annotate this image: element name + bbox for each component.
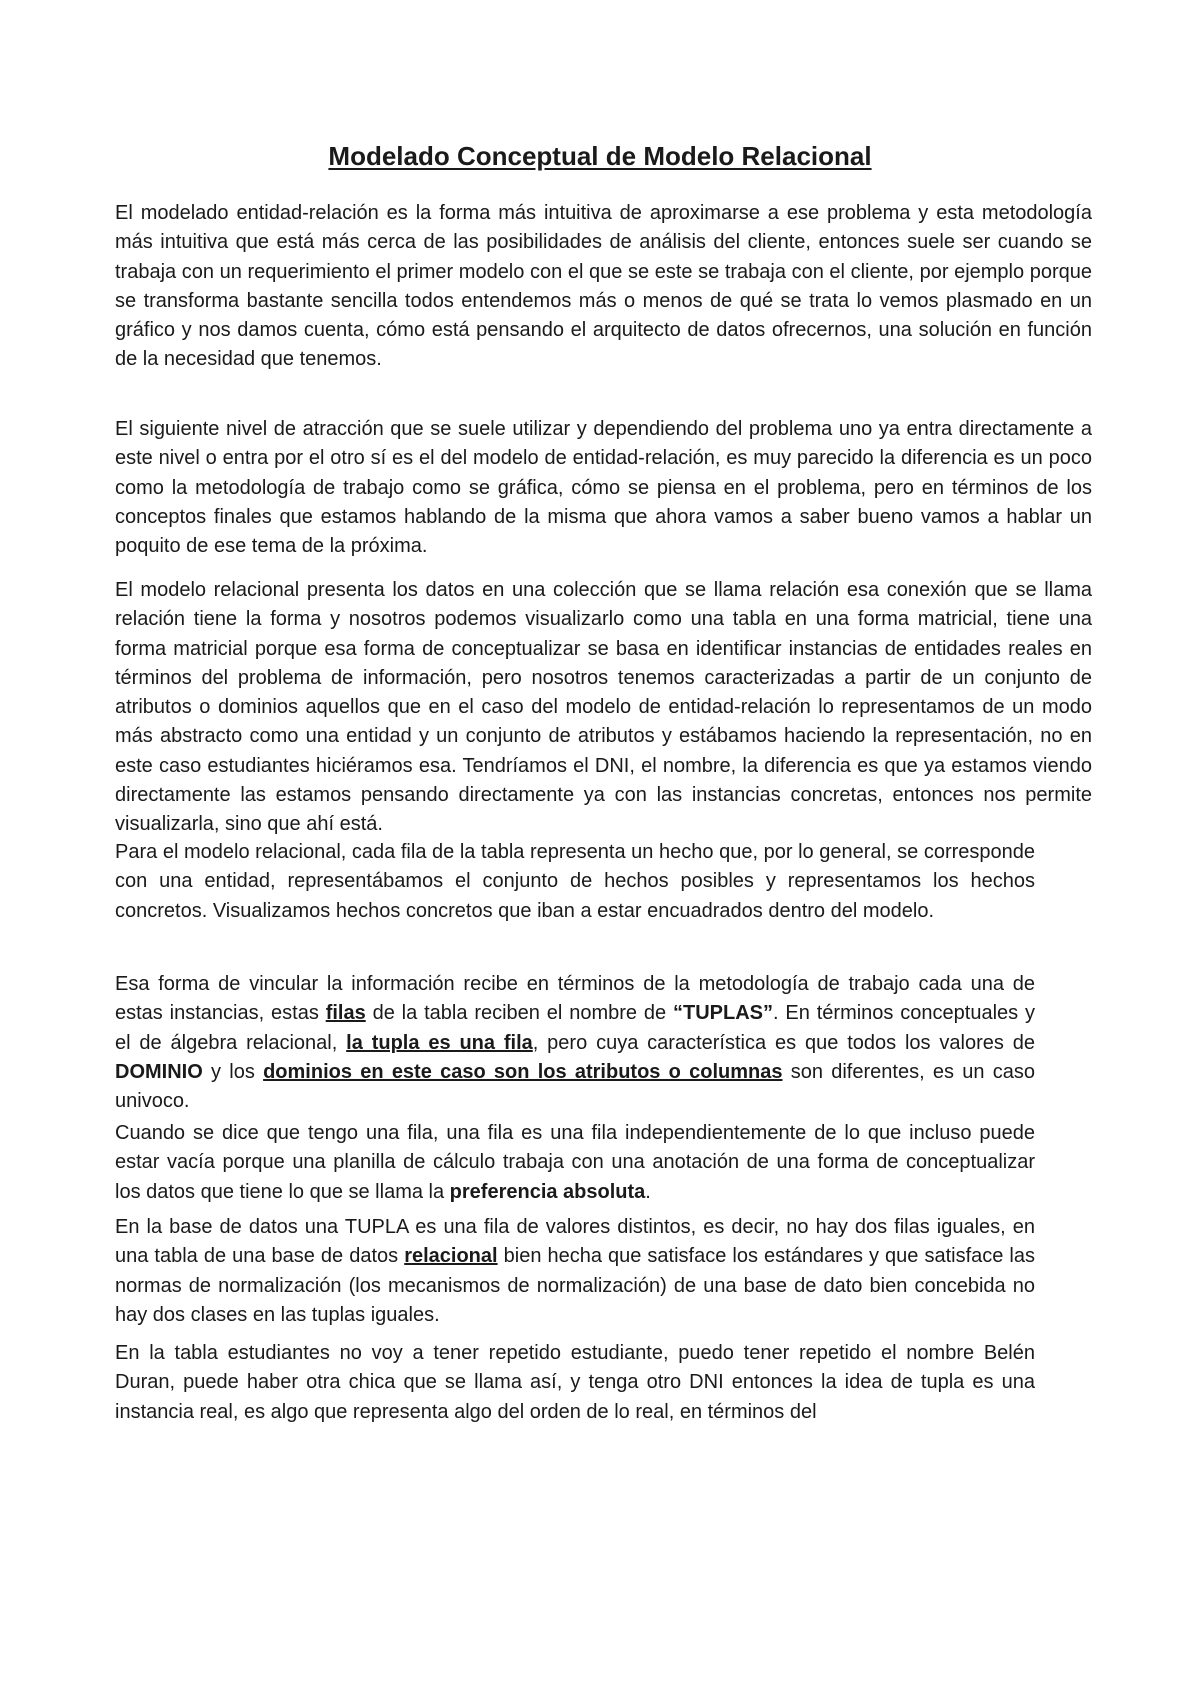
p5-text-5: y los xyxy=(202,1060,264,1083)
paragraph-2: El siguiente nivel de atracción que se suele utilizar y dependiendo del problema uno ya entra directamente a este nivel o entra por el otro sí es el del modelo de entidad-relación, es muy parecido la diferencia es un poco como la metodología de trabajo como se gráfica, cómo se piensa en el problema, pero en términos de los conceptos finales que estamos hablando de la misma que ahora vamos a saber bueno vamos a hablar un poquito de ese tema de la próxima. xyxy=(115,418,1092,558)
preferencia-term: preferencia absoluta xyxy=(449,1180,646,1203)
relacional-term: relacional xyxy=(404,1245,498,1268)
p7-text-1: En la base de datos una TUPLA es una fila de valores distintos, es decir, no hay dos filas iguales, en una tabla de una base de datos xyxy=(115,1216,1035,1268)
p5-text-1: Esa forma de vincular la información recibe en términos de la metodología de trabajo cada una de estas instancias, estas xyxy=(115,973,1035,1025)
paragraph-5 xyxy=(115,970,1035,1116)
filas-term: filas xyxy=(325,1002,366,1025)
paragraph-7 xyxy=(115,1213,1035,1330)
dominio-term: DOMINIO xyxy=(115,1060,203,1083)
p5-text-4: , pero cuya característica es que todos los valores de xyxy=(532,1031,1035,1054)
p7-text-2: bien hecha que satisface los estándares y que satisface las normas de normalización (los mecanismos de normalización) de una base de dato bien concebida no hay dos clases en las tuplas iguales. xyxy=(115,1245,1035,1326)
p6-text-2: . xyxy=(645,1180,651,1203)
dominios-term: dominios en este caso son los atributos o columnas xyxy=(263,1060,783,1083)
paragraph-4: Para el modelo relacional, cada fila de la tabla representa un hecho que, por lo general, se corresponde con una entidad, representábamos el conjunto de hechos posibles y representamos los hechos concretos. Visualizamos hechos concretos que iban a estar encuadrados dentro del modelo. xyxy=(115,841,1035,922)
tupla-fila-term: la tupla es una fila xyxy=(346,1031,533,1054)
paragraph-3: El modelo relacional presenta los datos en una colección que se llama relación esa conexión que se llama relación tiene la forma y nosotros podemos visualizarlo como una tabla en una forma matricial, tiene una forma matricial porque esa forma de conceptualizar se basa en identificar instancias de entidades reales en términos del problema de información, pero nosotros tenemos caracterizadas a partir de un conjunto de atributos o dominios aquellos que en el caso del modelo de entidad-relación lo representamos de un modo más abstracto como una entidad y un conjunto de atributos y estábamos haciendo la representación, no en este caso estudiantes hiciéramos esa. Tendríamos el DNI, el nombre, la diferencia es que ya estamos viendo directamente las estamos pensando directamente ya con las instancias concretas, entonces nos permite visualizarla, sino que ahí está. xyxy=(115,579,1092,836)
paragraph-8: En la tabla estudiantes no voy a tener repetido estudiante, puedo tener repetido el nombre Belén Duran, puede haber otra chica que se llama así, y tenga otro DNI entonces la idea de tupla es una instancia real, es algo que representa algo del orden de lo real, en términos del xyxy=(115,1342,1035,1423)
tuplas-term: “TUPLAS” xyxy=(673,1002,773,1025)
p5-text-6: son diferentes, es un caso univoco. xyxy=(115,1060,1035,1113)
p5-text-2: de la tabla reciben el nombre de xyxy=(365,1002,673,1025)
p5-text-3: . En términos conceptuales y el de álgebra relacional, xyxy=(115,1002,1036,1054)
page-title: Modelado Conceptual de Modelo Relacional xyxy=(328,141,872,171)
paragraph-1: El modelado entidad-relación es la forma más intuitiva de aproximarse a ese problema y esta metodología más intuitiva que está más cerca de las posibilidades de análisis del cliente, entonces suele ser cuando se trabaja con un requerimiento el primer modelo con el que se este se trabaja con el cliente, por ejemplo porque se transforma bastante sencilla todos entendemos más o menos de qué se trata lo vemos plasmado en un gráfico y nos damos cuenta, cómo está pensando el arquitecto de datos ofrecernos, una solución en función de la necesidad que tenemos. xyxy=(115,202,1092,371)
paragraph-6 xyxy=(115,1119,1035,1207)
p6-text-1: Cuando se dice que tengo una fila, una fila es una fila independientemente de lo que incluso puede estar vacía porque una planilla de cálculo trabaja con una anotación de una forma de conceptualizar los datos que tiene lo que se llama la xyxy=(115,1122,1035,1203)
